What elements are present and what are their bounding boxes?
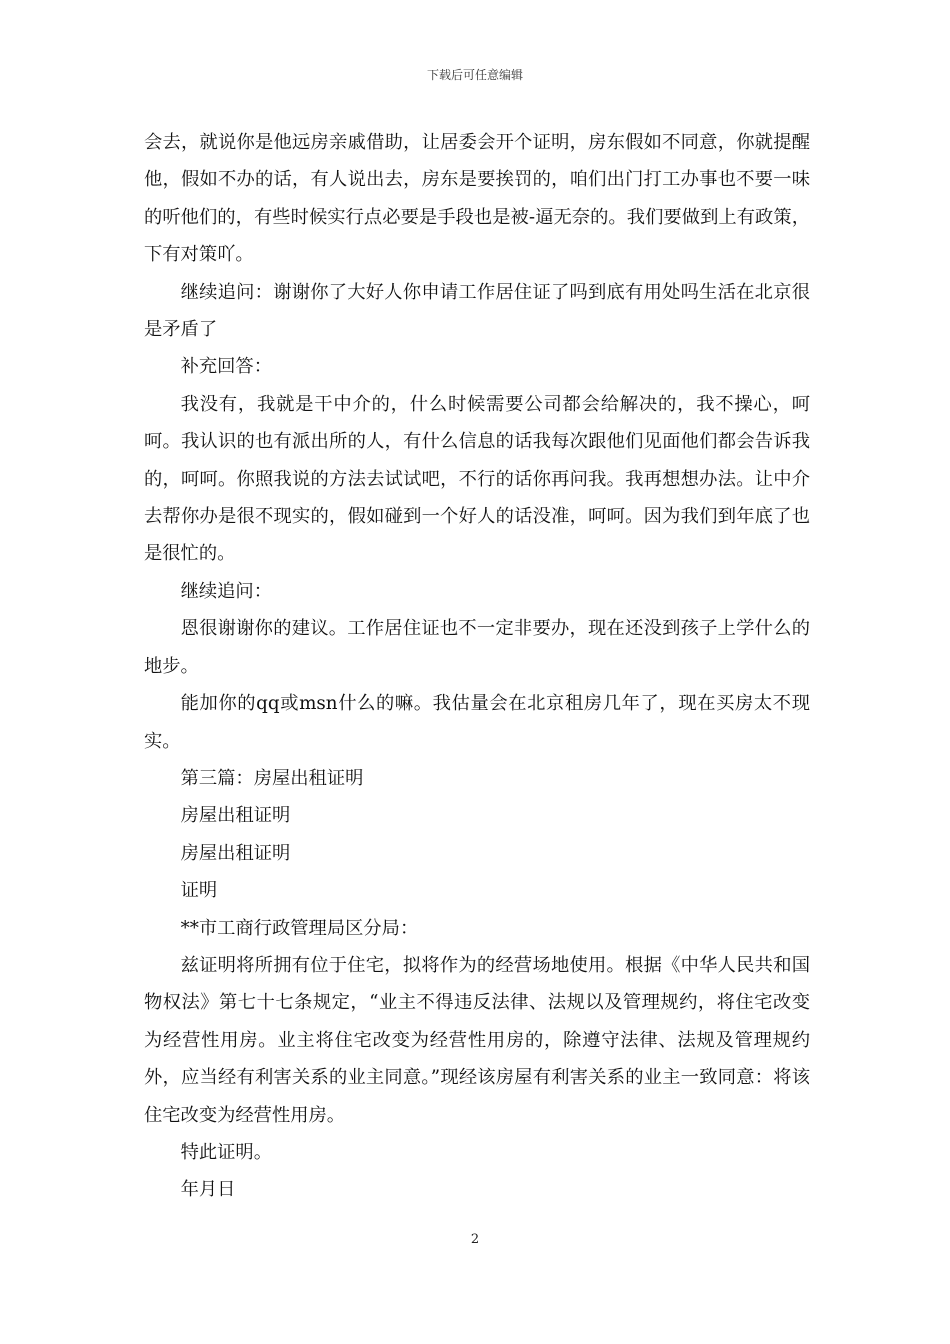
document-body: [144, 124, 810, 1209]
date-line: 年月日: [180, 1179, 236, 1201]
closing-statement: 特此证明。: [180, 1141, 272, 1163]
paragraph: 能加你的qq或msn什么的嘛。我估量会在北京租房几年了，现在买房太不现实。: [144, 693, 810, 752]
page-header: 下载后可任意编辑: [426, 68, 523, 82]
section-title: 第三篇：房屋出租证明: [180, 767, 364, 789]
paragraph: 补充回答：: [180, 356, 272, 378]
paragraph: 我没有，我就是干中介的，什么时候需要公司都会给解决的，我不操心，呵呵。我认识的也有派出所的人，有什么信息的话我每次跟他们见面他们都会告诉我的，呵呵。你照我说的方法去试试吧，不行的话你再问我。我再想想办法。让中介去帮你办是很不现实的，假如碰到一个好人的话没准，呵呵。因为我们到年底了也是很忙的。: [144, 393, 810, 565]
addressee: **市工商行政管理局区分局：: [180, 917, 419, 939]
paragraph: 继续追问：: [180, 580, 272, 602]
paragraph: 恩很谢谢你的建议。工作居住证也不一定非要办，现在还没到孩子上学什么的地步。: [144, 618, 810, 677]
paragraph: 兹证明将所拥有位于住宅，拟将作为的经营场地使用。根据《中华人民共和国物权法》第七十七条规定，“业主不得违反法律、法规以及管理规约，将住宅改变为经营性用房。业主将住宅改变为经营性用房的，除遵守法律、法规及管理规约外，应当经有利害关系的业主同意。”现经该房屋有利害关系的业主一致同意：将该住宅改变为经营性用房。: [144, 954, 810, 1126]
paragraph: 继续追问：谢谢你了大好人你申请工作居住证了吗到底有用处吗生活在北京很是矛盾了: [144, 281, 810, 341]
document-title: 房屋出租证明: [180, 842, 291, 864]
certificate-heading: 证明: [180, 880, 218, 902]
page-number: 2: [470, 1232, 480, 1247]
paragraph: 会去，就说你是他远房亲戚借助，让居委会开个证明，房东假如不同意，你就提醒他，假如不办的话，有人说出去，房东是要挨罚的，咱们出门打工办事也不要一味的听他们的，有些时候实行点必要是手段也是被-逼无奈的。我们要做到上有政策，下有对策吖。: [144, 132, 810, 266]
document-title: 房屋出租证明: [180, 805, 291, 827]
